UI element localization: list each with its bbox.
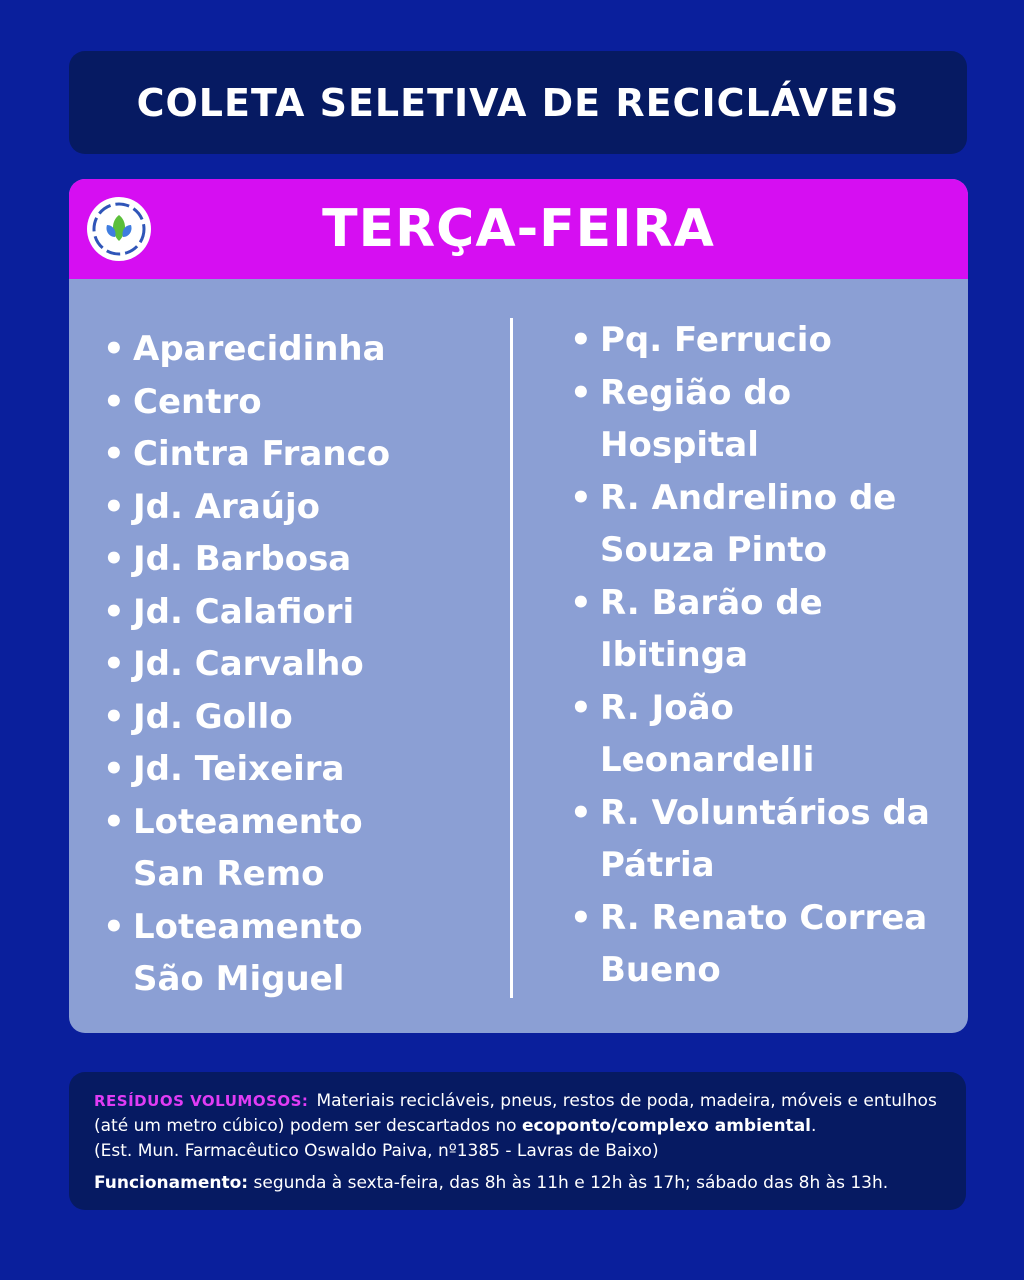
list-item: • Jd. Calafiori	[133, 586, 493, 639]
ecoponto-address: (Est. Mun. Farmacêutico Oswaldo Paiva, nº1385 - Lavras de Baixo)	[94, 1141, 659, 1161]
list-item: • R. Renato Correa Bueno	[600, 892, 950, 997]
ecoponto-highlight: ecoponto/complexo ambiental	[521, 1116, 811, 1136]
list-item: • Jd. Gollo	[133, 691, 493, 744]
list-item: • Região do Hospital	[600, 367, 950, 472]
recycling-logo-icon	[87, 197, 151, 261]
opening-hours: Funcionamento: segunda à sexta-feira, das 8h às 11h e 12h às 17h; sábado das 8h às 13h.	[94, 1173, 889, 1193]
list-item: • Aparecidinha	[133, 323, 493, 376]
schedule-card	[69, 179, 968, 1033]
bulky-waste-label: RESÍDUOS VOLUMOSOS:	[94, 1092, 309, 1110]
hours-label: Funcionamento:	[94, 1173, 249, 1193]
list-item: • Pq. Ferrucio	[600, 314, 950, 367]
page-title: COLETA SELETIVA DE RECICLÁVEIS	[136, 80, 900, 125]
list-item: • Jd. Teixeira	[133, 743, 493, 796]
list-item: • Jd. Carvalho	[133, 638, 493, 691]
column-divider	[510, 318, 513, 998]
list-item: • R. Andrelino de Souza Pinto	[600, 472, 950, 577]
list-item: • R. João Leonardelli	[600, 682, 950, 787]
list-item: • Loteamento São Miguel	[133, 901, 493, 1006]
day-bar	[69, 179, 968, 279]
bulky-waste-info	[69, 1072, 966, 1210]
right-neighborhood-list	[600, 314, 950, 997]
list-item: • Jd. Araújo	[133, 481, 493, 534]
list-item: • Cintra Franco	[133, 428, 493, 481]
left-neighborhood-list	[133, 323, 493, 1006]
list-item: • Loteamento San Remo	[133, 796, 493, 901]
list-item: • Centro	[133, 376, 493, 429]
day-title: TERÇA-FEIRA	[322, 199, 715, 259]
list-item: • R. Barão de Ibitinga	[600, 577, 950, 682]
list-item: • Jd. Barbosa	[133, 533, 493, 586]
title-banner	[69, 51, 967, 154]
bulky-waste-text: RESÍDUOS VOLUMOSOS: Materiais recicláveis, pneus, restos de poda, madeira, móveis e entulhos (até um metro cúbico) podem ser descartados no ecoponto/complexo ambiental. (Est. Mun. Farmacêutico Oswaldo Paiva, nº1385 - Lavras de Baixo)	[94, 1091, 937, 1161]
list-item: • R. Voluntários da Pátria	[600, 787, 950, 892]
